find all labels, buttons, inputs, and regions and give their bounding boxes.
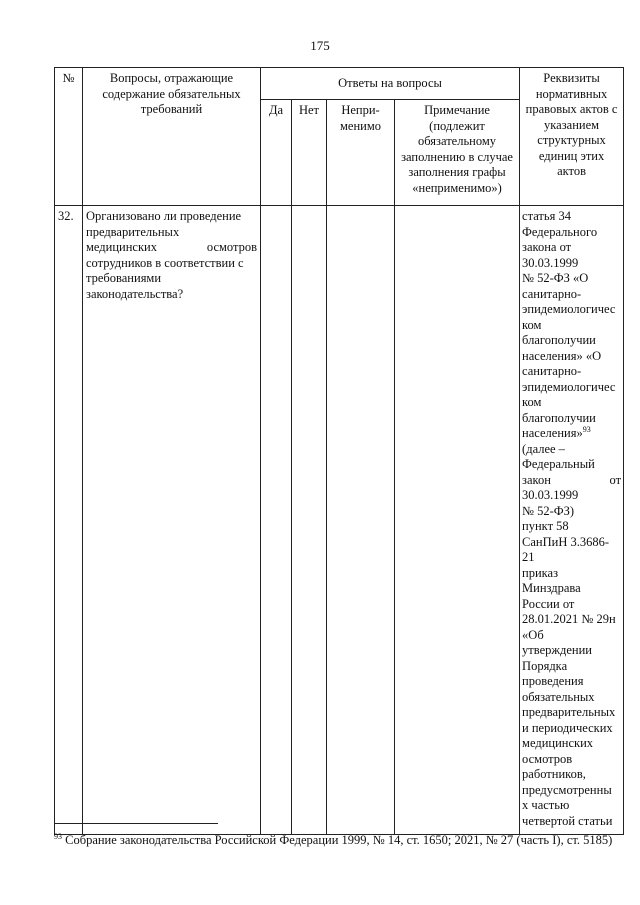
requisite-line: (далее – (522, 441, 565, 456)
requisite-line: санитарно- (522, 364, 582, 378)
header-row-1 (55, 68, 624, 100)
footnote (54, 832, 614, 848)
requisite-line: осмотров (522, 751, 573, 766)
requisite-line: Минздрава (522, 581, 581, 595)
header-not-applicable: Непри- менимо (327, 100, 395, 206)
requisite-line: Федеральный (522, 457, 595, 471)
requisite-line: населения» «О (522, 348, 602, 363)
requisite-line: закона от (522, 240, 572, 254)
header-no: Нет (292, 100, 327, 206)
requisite-line: № 52-ФЗ) (522, 503, 575, 518)
requisite-line: № 52-ФЗ «О (522, 271, 589, 285)
requisite-line: предварительных (522, 705, 616, 719)
question-line: законодательства? (86, 286, 184, 301)
requisite-line: и периодических (522, 720, 613, 735)
requisite-line-text: населения» (522, 426, 583, 440)
header-answers: Ответы на вопросы (261, 68, 520, 100)
requisites-cell (520, 206, 624, 835)
requisite-line: утверждении (522, 643, 592, 657)
footnote-separator (54, 823, 218, 824)
requisite-line: 21 (522, 550, 535, 564)
requisite-line: Федерального (522, 224, 598, 239)
requisite-line: эпидемиологичес (522, 379, 616, 394)
requisite-line: ком (522, 395, 542, 409)
requisite-line: 28.01.2021 № 29н (522, 612, 616, 626)
answer-note-cell[interactable] (395, 206, 520, 835)
footnote-text: Собрание законодательства Российской Федерации 1999, № 14, ст. 1650; 2021, № 27 (часть I), ст. 5185) (65, 833, 613, 847)
requisite-line: закон от (522, 472, 622, 487)
question-cell (83, 206, 261, 835)
requisite-line: России от (522, 596, 575, 611)
answer-yes-cell[interactable] (261, 206, 292, 835)
requisite-line: медицинских (522, 736, 594, 750)
requisite-line: проведения (522, 674, 584, 688)
requisite-line-with-footnote (522, 426, 621, 442)
header-num: № (55, 68, 83, 206)
requisite-line: санитарно- (522, 286, 582, 301)
requisite-line: 30.03.1999 (522, 255, 579, 270)
question-line: требованиями (86, 271, 162, 285)
requisite-line: предусмотренны (522, 782, 612, 797)
checklist-table-wrapper (54, 67, 623, 835)
requisite-line: пункт 58 (522, 519, 569, 533)
header-questions: Вопросы, отражающие содержание обязательных требований (83, 68, 261, 206)
checklist-table (54, 67, 624, 835)
requisite-line: статья 34 (522, 209, 571, 223)
row-number: 32. (55, 206, 83, 835)
requisite-line: обязательных (522, 689, 595, 704)
footnote-marker: 93 (54, 831, 62, 841)
requisite-line: эпидемиологичес (522, 302, 616, 316)
answer-no-cell[interactable] (292, 206, 327, 835)
requisite-line: СанПиН 3.3686- (522, 534, 610, 549)
requisite-line: 30.03.1999 (522, 488, 579, 502)
footnote-ref[interactable]: 93 (582, 424, 591, 434)
requisite-line: «Об (522, 627, 544, 642)
question-line: Организовано ли проведение (86, 209, 242, 223)
requisite-line: благополучии (522, 333, 596, 347)
header-requisites: Реквизиты нормативных правовых актов с указанием структурных единиц этих актов (520, 68, 624, 206)
page-number: 175 (310, 38, 330, 53)
answer-na-cell[interactable] (327, 206, 395, 835)
question-line: предварительных (86, 224, 180, 239)
requisite-line: ком (522, 317, 542, 332)
requisite-line: четвертой статьи (522, 813, 613, 828)
header-note: Примечание (подлежит обязательному заполнению в случае заполнения графы «неприменимо») (395, 100, 520, 206)
table-row (55, 206, 624, 835)
requisite-line: благополучии (522, 410, 596, 425)
header-yes: Да (261, 100, 292, 206)
requisite-line: Порядка (522, 658, 568, 673)
requisite-line: приказ (522, 565, 559, 580)
question-line: сотрудников в соответствии с (86, 255, 244, 270)
requisite-line: х частью (522, 798, 570, 812)
question-line: медицинских осмотров (86, 240, 257, 254)
requisite-line: работников, (522, 767, 586, 781)
